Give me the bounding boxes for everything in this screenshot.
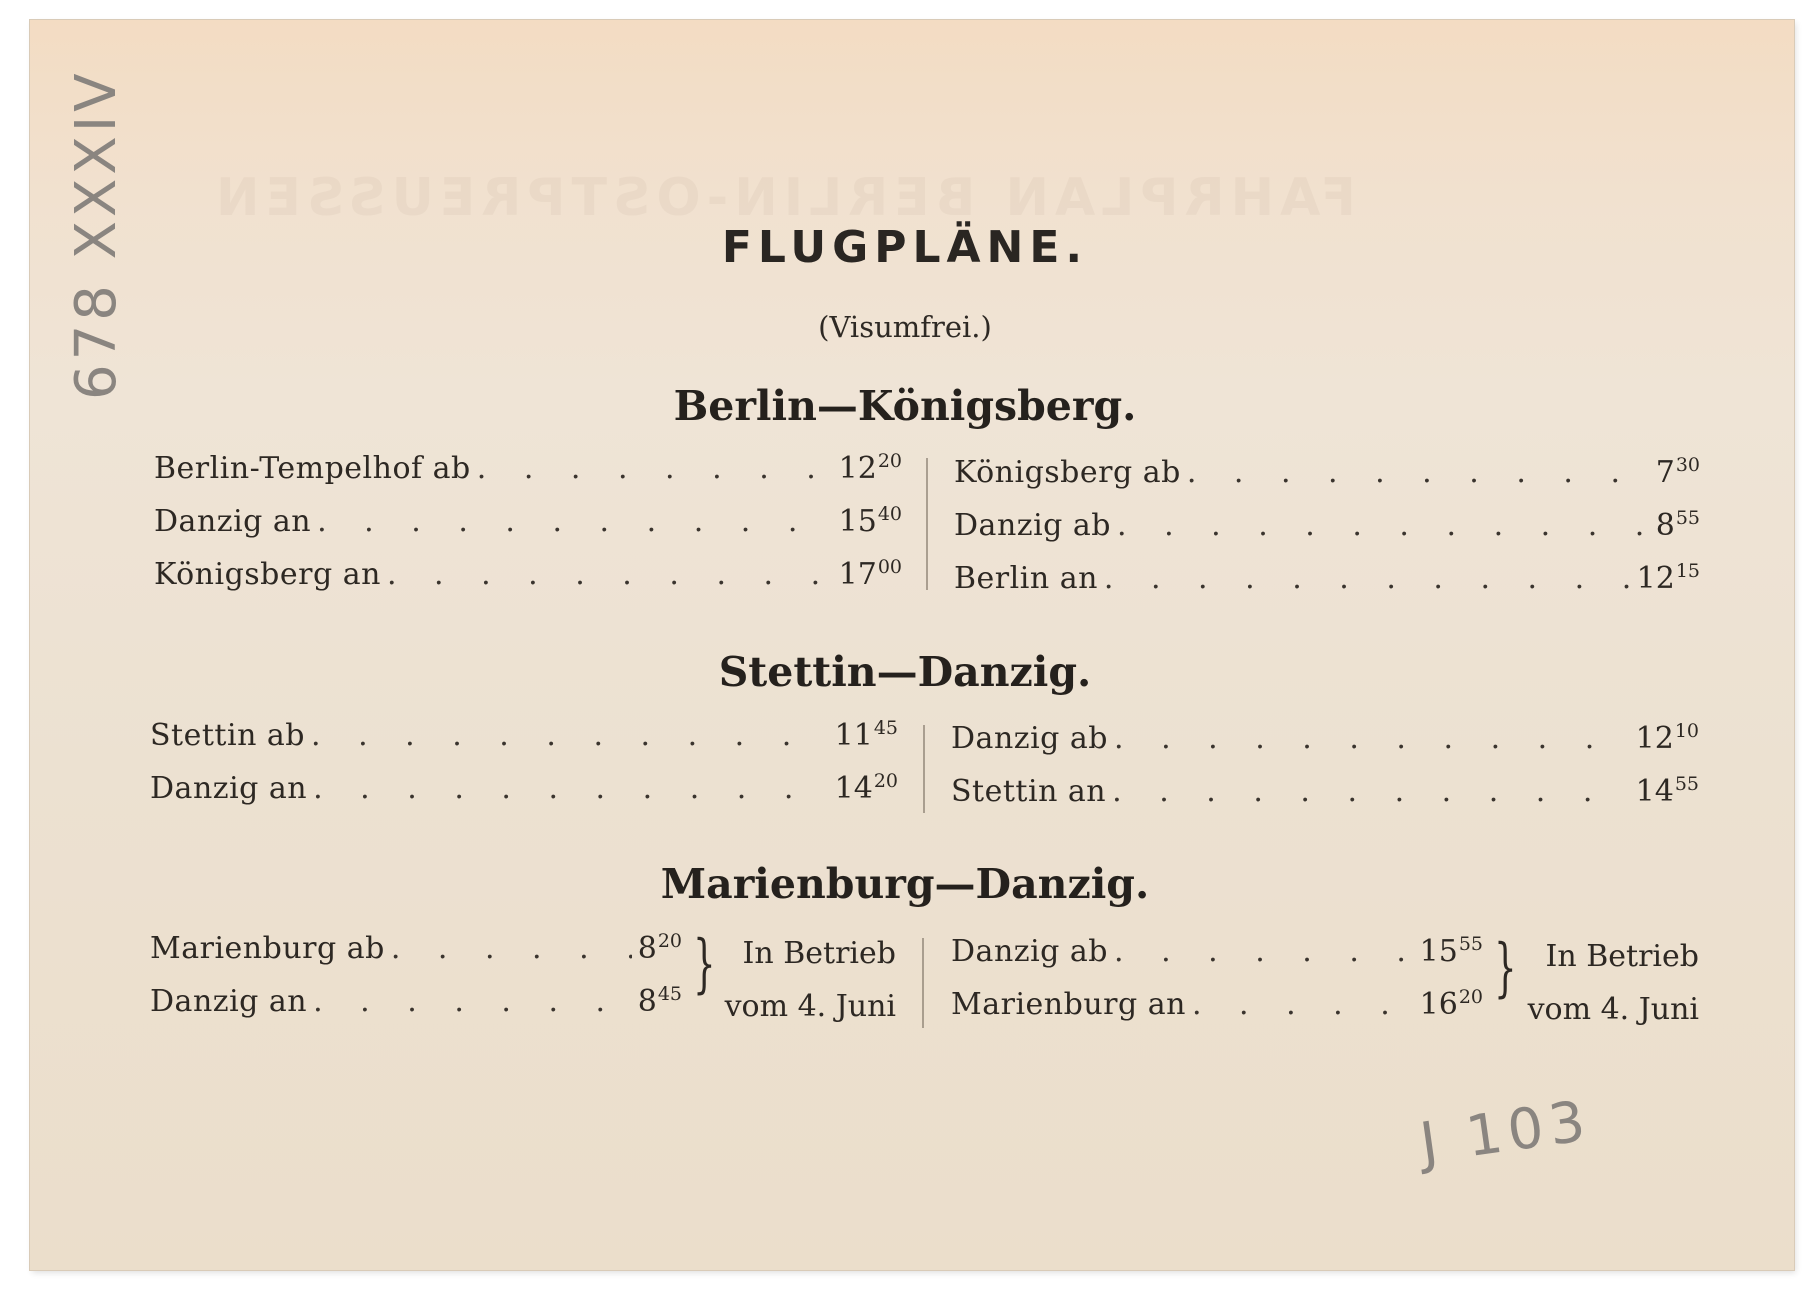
schedule-row [954, 560, 1700, 600]
departure-time: $12^{20}$ [838, 450, 902, 486]
column-divider [926, 458, 928, 590]
station-label: Marienburg an [951, 987, 1186, 1022]
station-label: Stettin ab [150, 718, 306, 753]
station-label: Marienburg ab [150, 931, 385, 966]
schedule-row [954, 454, 1700, 494]
schedule-row [154, 556, 902, 596]
dot-leader [477, 451, 833, 486]
station-label: Danzig an [154, 504, 312, 539]
station-label: Danzig an [150, 771, 308, 806]
brace-icon: } [1494, 931, 1517, 1005]
route-title-berlin-koenigsberg: Berlin—Königsberg. [673, 382, 1137, 430]
dot-leader [1104, 561, 1631, 596]
dot-leader [1187, 455, 1650, 490]
dot-leader [313, 771, 829, 806]
station-label: Danzig ab [951, 721, 1108, 756]
arrival-time: $12^{15}$ [1636, 560, 1700, 596]
station-label: Danzig ab [954, 508, 1111, 543]
page-subtitle: (Visumfrei.) [818, 310, 992, 344]
column-divider [922, 938, 924, 1028]
route-title-marienburg-danzig: Marienburg—Danzig. [660, 860, 1150, 908]
departure-time: $7^{30}$ [1655, 454, 1700, 490]
service-note-line2: vom 4. Juni [724, 989, 896, 1024]
dot-leader [391, 931, 632, 966]
arrival-time: $14^{55}$ [1635, 773, 1699, 809]
departure-time: $8^{20}$ [637, 930, 682, 966]
station-label: Königsberg ab [954, 455, 1181, 490]
service-note-line1: In Betrieb [1545, 939, 1699, 974]
schedule-row [954, 507, 1700, 547]
brace-icon: } [693, 927, 716, 1001]
departure-time: $8^{55}$ [1655, 507, 1700, 543]
schedule-row [951, 986, 1483, 1026]
arrival-time: $15^{40}$ [838, 503, 902, 539]
dot-leader [1114, 934, 1414, 969]
station-label: Königsberg an [154, 557, 381, 592]
station-label: Stettin an [951, 774, 1107, 809]
station-label: Berlin-Tempelhof ab [154, 451, 471, 486]
service-note-line2: vom 4. Juni [1527, 992, 1699, 1027]
route-title-stettin-danzig: Stettin—Danzig. [718, 648, 1092, 696]
handwritten-archive-number: 678 XXXIV [64, 69, 129, 400]
arrival-time: $14^{20}$ [834, 770, 898, 806]
dot-leader [313, 984, 632, 1019]
schedule-row [154, 450, 902, 490]
service-note-line1: In Betrieb [742, 936, 896, 971]
dot-leader [317, 504, 833, 539]
arrival-time: $8^{45}$ [637, 983, 682, 1019]
schedule-row [150, 770, 898, 810]
schedule-row [154, 503, 902, 543]
arrival-time: $17^{00}$ [838, 556, 902, 592]
station-label: Danzig an [150, 984, 308, 1019]
dot-leader [387, 557, 833, 592]
schedule-row [951, 773, 1699, 813]
arrival-time: $16^{20}$ [1419, 986, 1483, 1022]
schedule-row [951, 933, 1483, 973]
reverse-side-bleed: FAHRPLAN BERLIN-OSTPREUSSEN [210, 168, 1356, 228]
column-divider [923, 725, 925, 813]
station-label: Berlin an [954, 561, 1098, 596]
page-title: FLUGPLÄNE. [721, 222, 1089, 273]
departure-time: $15^{55}$ [1419, 933, 1483, 969]
station-label: Danzig ab [951, 934, 1108, 969]
dot-leader [1192, 987, 1414, 1022]
dot-leader [1112, 774, 1629, 809]
schedule-row [150, 717, 898, 757]
handwritten-reference: J 103 [1416, 1088, 1595, 1177]
schedule-row [150, 930, 682, 970]
departure-time: $12^{10}$ [1635, 720, 1699, 756]
dot-leader [1117, 508, 1650, 543]
schedule-row [150, 983, 682, 1023]
departure-time: $11^{45}$ [834, 717, 898, 753]
dot-leader [311, 718, 829, 753]
dot-leader [1114, 721, 1630, 756]
schedule-row [951, 720, 1699, 760]
